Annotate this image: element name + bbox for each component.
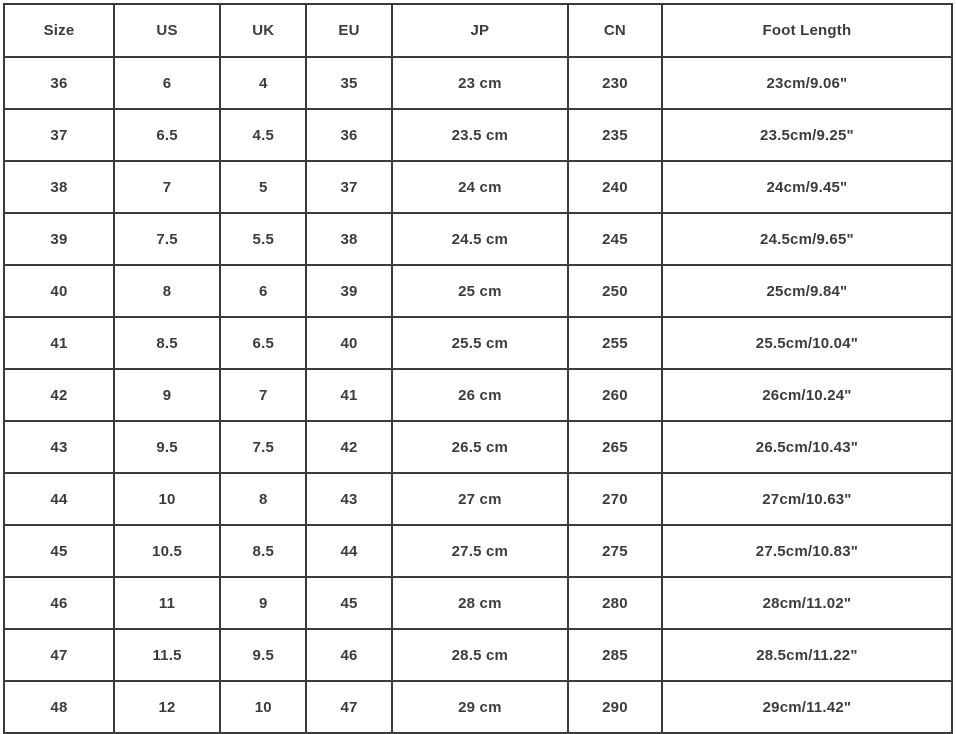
header-row (4, 4, 952, 57)
table-cell: 235 (568, 109, 662, 161)
table-cell: 5.5 (220, 213, 306, 265)
table-cell: 290 (568, 681, 662, 733)
table-cell: 27cm/10.63" (662, 473, 952, 525)
table-cell: 7.5 (220, 421, 306, 473)
table-cell: 240 (568, 161, 662, 213)
table-cell: 275 (568, 525, 662, 577)
table-cell: 270 (568, 473, 662, 525)
table-cell: 23cm/9.06" (662, 57, 952, 109)
table-cell: 10 (220, 681, 306, 733)
table-cell: 250 (568, 265, 662, 317)
column-header-cn: CN (568, 4, 662, 57)
table-cell: 40 (4, 265, 114, 317)
table-cell: 44 (306, 525, 391, 577)
table-row (4, 421, 952, 473)
table-cell: 23.5 cm (392, 109, 568, 161)
table-cell: 44 (4, 473, 114, 525)
table-cell: 8.5 (114, 317, 220, 369)
table-cell: 48 (4, 681, 114, 733)
table-cell: 29cm/11.42" (662, 681, 952, 733)
table-cell: 9 (114, 369, 220, 421)
table-body (4, 57, 952, 733)
table-cell: 38 (306, 213, 391, 265)
table-cell: 23.5cm/9.25" (662, 109, 952, 161)
table-cell: 255 (568, 317, 662, 369)
table-cell: 25.5 cm (392, 317, 568, 369)
shoe-size-conversion-table (3, 3, 953, 734)
table-row (4, 577, 952, 629)
table-cell: 4.5 (220, 109, 306, 161)
table-cell: 8 (114, 265, 220, 317)
table-cell: 245 (568, 213, 662, 265)
table-cell: 9.5 (220, 629, 306, 681)
table-cell: 35 (306, 57, 391, 109)
table-cell: 6 (220, 265, 306, 317)
column-header-foot-length: Foot Length (662, 4, 952, 57)
table-cell: 36 (306, 109, 391, 161)
table-cell: 11.5 (114, 629, 220, 681)
table-cell: 27.5cm/10.83" (662, 525, 952, 577)
table-cell: 9.5 (114, 421, 220, 473)
table-row (4, 369, 952, 421)
table-cell: 24.5 cm (392, 213, 568, 265)
table-cell: 24cm/9.45" (662, 161, 952, 213)
table-cell: 280 (568, 577, 662, 629)
table-row (4, 57, 952, 109)
table-cell: 25.5cm/10.04" (662, 317, 952, 369)
table-cell: 28.5cm/11.22" (662, 629, 952, 681)
table-row (4, 109, 952, 161)
table-cell: 6 (114, 57, 220, 109)
table-cell: 9 (220, 577, 306, 629)
table-cell: 38 (4, 161, 114, 213)
table-cell: 47 (306, 681, 391, 733)
table-row (4, 473, 952, 525)
table-cell: 10 (114, 473, 220, 525)
table-cell: 43 (306, 473, 391, 525)
table-cell: 27.5 cm (392, 525, 568, 577)
table-cell: 7 (114, 161, 220, 213)
table-cell: 5 (220, 161, 306, 213)
table-cell: 41 (4, 317, 114, 369)
table-cell: 29 cm (392, 681, 568, 733)
table-cell: 23 cm (392, 57, 568, 109)
table-cell: 42 (4, 369, 114, 421)
table-cell: 25cm/9.84" (662, 265, 952, 317)
table-cell: 28 cm (392, 577, 568, 629)
table-row (4, 265, 952, 317)
table-cell: 37 (306, 161, 391, 213)
table-cell: 7 (220, 369, 306, 421)
column-header-us: US (114, 4, 220, 57)
table-cell: 8 (220, 473, 306, 525)
table-cell: 42 (306, 421, 391, 473)
table-cell: 285 (568, 629, 662, 681)
table-cell: 28.5 cm (392, 629, 568, 681)
table-row (4, 629, 952, 681)
table-cell: 39 (306, 265, 391, 317)
table-cell: 230 (568, 57, 662, 109)
table-cell: 27 cm (392, 473, 568, 525)
column-header-eu: EU (306, 4, 391, 57)
table-cell: 40 (306, 317, 391, 369)
table-cell: 6.5 (114, 109, 220, 161)
table-cell: 26 cm (392, 369, 568, 421)
table-cell: 11 (114, 577, 220, 629)
table-cell: 46 (306, 629, 391, 681)
table-cell: 7.5 (114, 213, 220, 265)
table-row (4, 213, 952, 265)
table-cell: 45 (4, 525, 114, 577)
table-cell: 10.5 (114, 525, 220, 577)
table-cell: 6.5 (220, 317, 306, 369)
table-cell: 8.5 (220, 525, 306, 577)
table-cell: 41 (306, 369, 391, 421)
table-cell: 39 (4, 213, 114, 265)
table-row (4, 161, 952, 213)
table-row (4, 681, 952, 733)
table-cell: 265 (568, 421, 662, 473)
column-header-jp: JP (392, 4, 568, 57)
table-cell: 47 (4, 629, 114, 681)
table-cell: 26.5cm/10.43" (662, 421, 952, 473)
table-cell: 36 (4, 57, 114, 109)
table-cell: 28cm/11.02" (662, 577, 952, 629)
table-row (4, 317, 952, 369)
table-cell: 37 (4, 109, 114, 161)
table-cell: 45 (306, 577, 391, 629)
table-cell: 12 (114, 681, 220, 733)
table-row (4, 525, 952, 577)
table-cell: 26.5 cm (392, 421, 568, 473)
table-cell: 24.5cm/9.65" (662, 213, 952, 265)
column-header-uk: UK (220, 4, 306, 57)
table-cell: 46 (4, 577, 114, 629)
table-cell: 25 cm (392, 265, 568, 317)
column-header-size: Size (4, 4, 114, 57)
table-cell: 24 cm (392, 161, 568, 213)
table-cell: 260 (568, 369, 662, 421)
table-cell: 4 (220, 57, 306, 109)
table-cell: 43 (4, 421, 114, 473)
table-cell: 26cm/10.24" (662, 369, 952, 421)
